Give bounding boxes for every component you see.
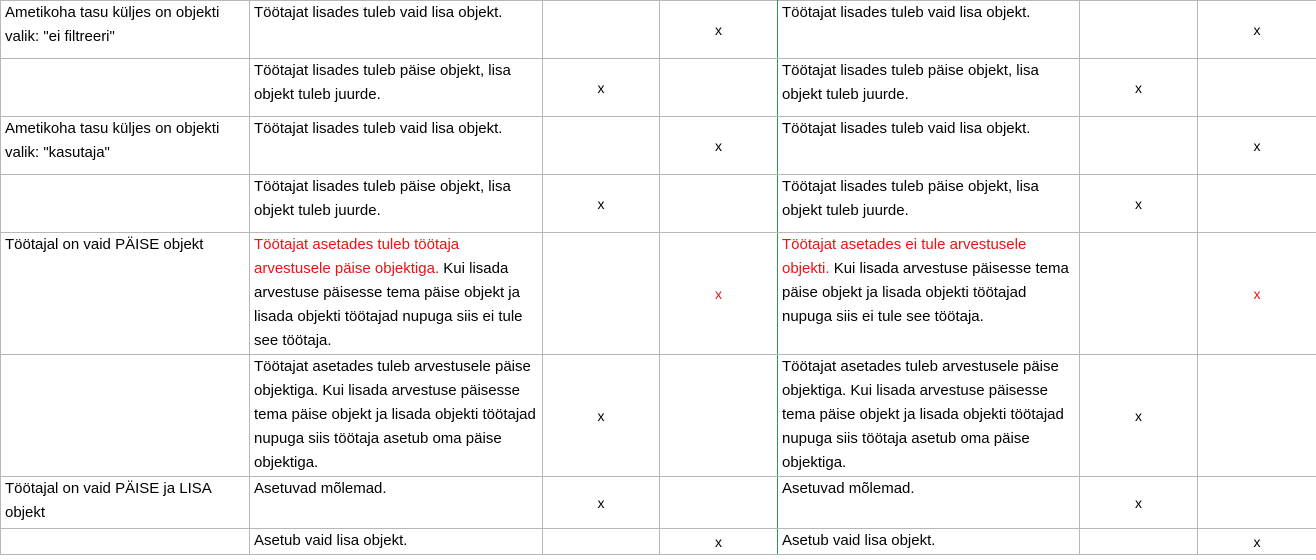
condition-cell[interactable]: Töötajal on vaid PÄISE ja LISA objekt <box>1 477 250 529</box>
mark-cell-a1[interactable]: x <box>543 59 660 117</box>
mark-cell-a2[interactable] <box>660 355 778 477</box>
condition-cell[interactable] <box>1 529 250 555</box>
table-row <box>1 1 1316 59</box>
result-cell-a[interactable]: Töötajat asetades tuleb arvestusele päise objektiga. Kui lisada arvestuse päisesse tema päise objekt ja lisada objekti töötajad nupuga siis töötaja asetub oma päise objektiga. <box>250 355 543 477</box>
mark-cell-b1[interactable] <box>1080 529 1198 555</box>
result-cell-a[interactable]: Töötajat lisades tuleb vaid lisa objekt. <box>250 117 543 175</box>
result-cell-a[interactable]: Töötajat lisades tuleb vaid lisa objekt. <box>250 1 543 59</box>
result-cell-b[interactable]: Töötajat lisades tuleb vaid lisa objekt. <box>778 1 1080 59</box>
table-row <box>1 355 1316 477</box>
table-row <box>1 529 1316 555</box>
mark-cell-b1[interactable]: x <box>1080 477 1198 529</box>
mark-cell-b1[interactable]: x <box>1080 355 1198 477</box>
mark-cell-b2[interactable]: x <box>1198 117 1316 175</box>
condition-cell[interactable] <box>1 355 250 477</box>
condition-cell[interactable]: Ametikoha tasu küljes on objekti valik: "kasutaja" <box>1 117 250 175</box>
mark-cell-b2[interactable] <box>1198 477 1316 529</box>
result-cell-b[interactable]: Asetuvad mõlemad. <box>778 477 1080 529</box>
mark-cell-a2[interactable]: x <box>660 1 778 59</box>
mark-cell-a2[interactable] <box>660 477 778 529</box>
table-row <box>1 233 1316 355</box>
mark-cell-b1[interactable] <box>1080 1 1198 59</box>
result-cell-a[interactable]: Töötajat lisades tuleb päise objekt, lisa objekt tuleb juurde. <box>250 175 543 233</box>
mark-cell-b1[interactable] <box>1080 117 1198 175</box>
result-cell-a[interactable]: Töötajat asetades tuleb töötaja arvestusele päise objektiga. Kui lisada arvestuse päisesse tema päise objekt ja lisada objekti töötajad nupuga siis ei tule see töötaja. <box>250 233 543 355</box>
mark-cell-a1[interactable]: x <box>543 355 660 477</box>
mark-cell-a1[interactable]: x <box>543 175 660 233</box>
mark-cell-a2[interactable]: x <box>660 529 778 555</box>
mark-cell-b2[interactable]: x <box>1198 233 1316 355</box>
table-row <box>1 117 1316 175</box>
mark-cell-a1[interactable] <box>543 117 660 175</box>
mark-cell-b2[interactable]: x <box>1198 1 1316 59</box>
mark-cell-b1[interactable]: x <box>1080 175 1198 233</box>
result-cell-b[interactable]: Töötajat lisades tuleb päise objekt, lisa objekt tuleb juurde. <box>778 175 1080 233</box>
result-cell-b[interactable]: Töötajat asetades ei tule arvestusele objekti. Kui lisada arvestuse päisesse tema päise objekt ja lisada objekti töötajad nupuga siis ei tule see töötaja. <box>778 233 1080 355</box>
mark-cell-b1[interactable]: x <box>1080 59 1198 117</box>
mark-cell-a1[interactable] <box>543 233 660 355</box>
result-cell-a[interactable]: Töötajat lisades tuleb päise objekt, lisa objekt tuleb juurde. <box>250 59 543 117</box>
mark-cell-b2[interactable] <box>1198 59 1316 117</box>
mark-cell-a2[interactable] <box>660 59 778 117</box>
result-cell-b[interactable]: Töötajat lisades tuleb vaid lisa objekt. <box>778 117 1080 175</box>
result-cell-b[interactable]: Asetub vaid lisa objekt. <box>778 529 1080 555</box>
mark-cell-a2[interactable] <box>660 175 778 233</box>
condition-cell[interactable]: Ametikoha tasu küljes on objekti valik: "ei filtreeri" <box>1 1 250 59</box>
result-cell-a[interactable]: Asetub vaid lisa objekt. <box>250 529 543 555</box>
condition-cell[interactable] <box>1 175 250 233</box>
mark-cell-a1[interactable] <box>543 1 660 59</box>
mark-cell-a1[interactable]: x <box>543 477 660 529</box>
result-cell-b[interactable]: Töötajat asetades tuleb arvestusele päise objektiga. Kui lisada arvestuse päisesse tema päise objekt ja lisada objekti töötajad nupuga siis töötaja asetub oma päise objektiga. <box>778 355 1080 477</box>
mark-cell-b2[interactable] <box>1198 175 1316 233</box>
result-cell-b[interactable]: Töötajat lisades tuleb päise objekt, lisa objekt tuleb juurde. <box>778 59 1080 117</box>
mark-cell-a2[interactable]: x <box>660 117 778 175</box>
mark-cell-a1[interactable] <box>543 529 660 555</box>
table-row <box>1 59 1316 117</box>
table-row <box>1 175 1316 233</box>
mark-cell-b2[interactable] <box>1198 355 1316 477</box>
condition-cell[interactable]: Töötajal on vaid PÄISE objekt <box>1 233 250 355</box>
result-cell-a[interactable]: Asetuvad mõlemad. <box>250 477 543 529</box>
mark-cell-a2[interactable]: x <box>660 233 778 355</box>
table-row <box>1 477 1316 529</box>
mark-cell-b1[interactable] <box>1080 233 1198 355</box>
mark-cell-b2[interactable]: x <box>1198 529 1316 555</box>
condition-cell[interactable] <box>1 59 250 117</box>
